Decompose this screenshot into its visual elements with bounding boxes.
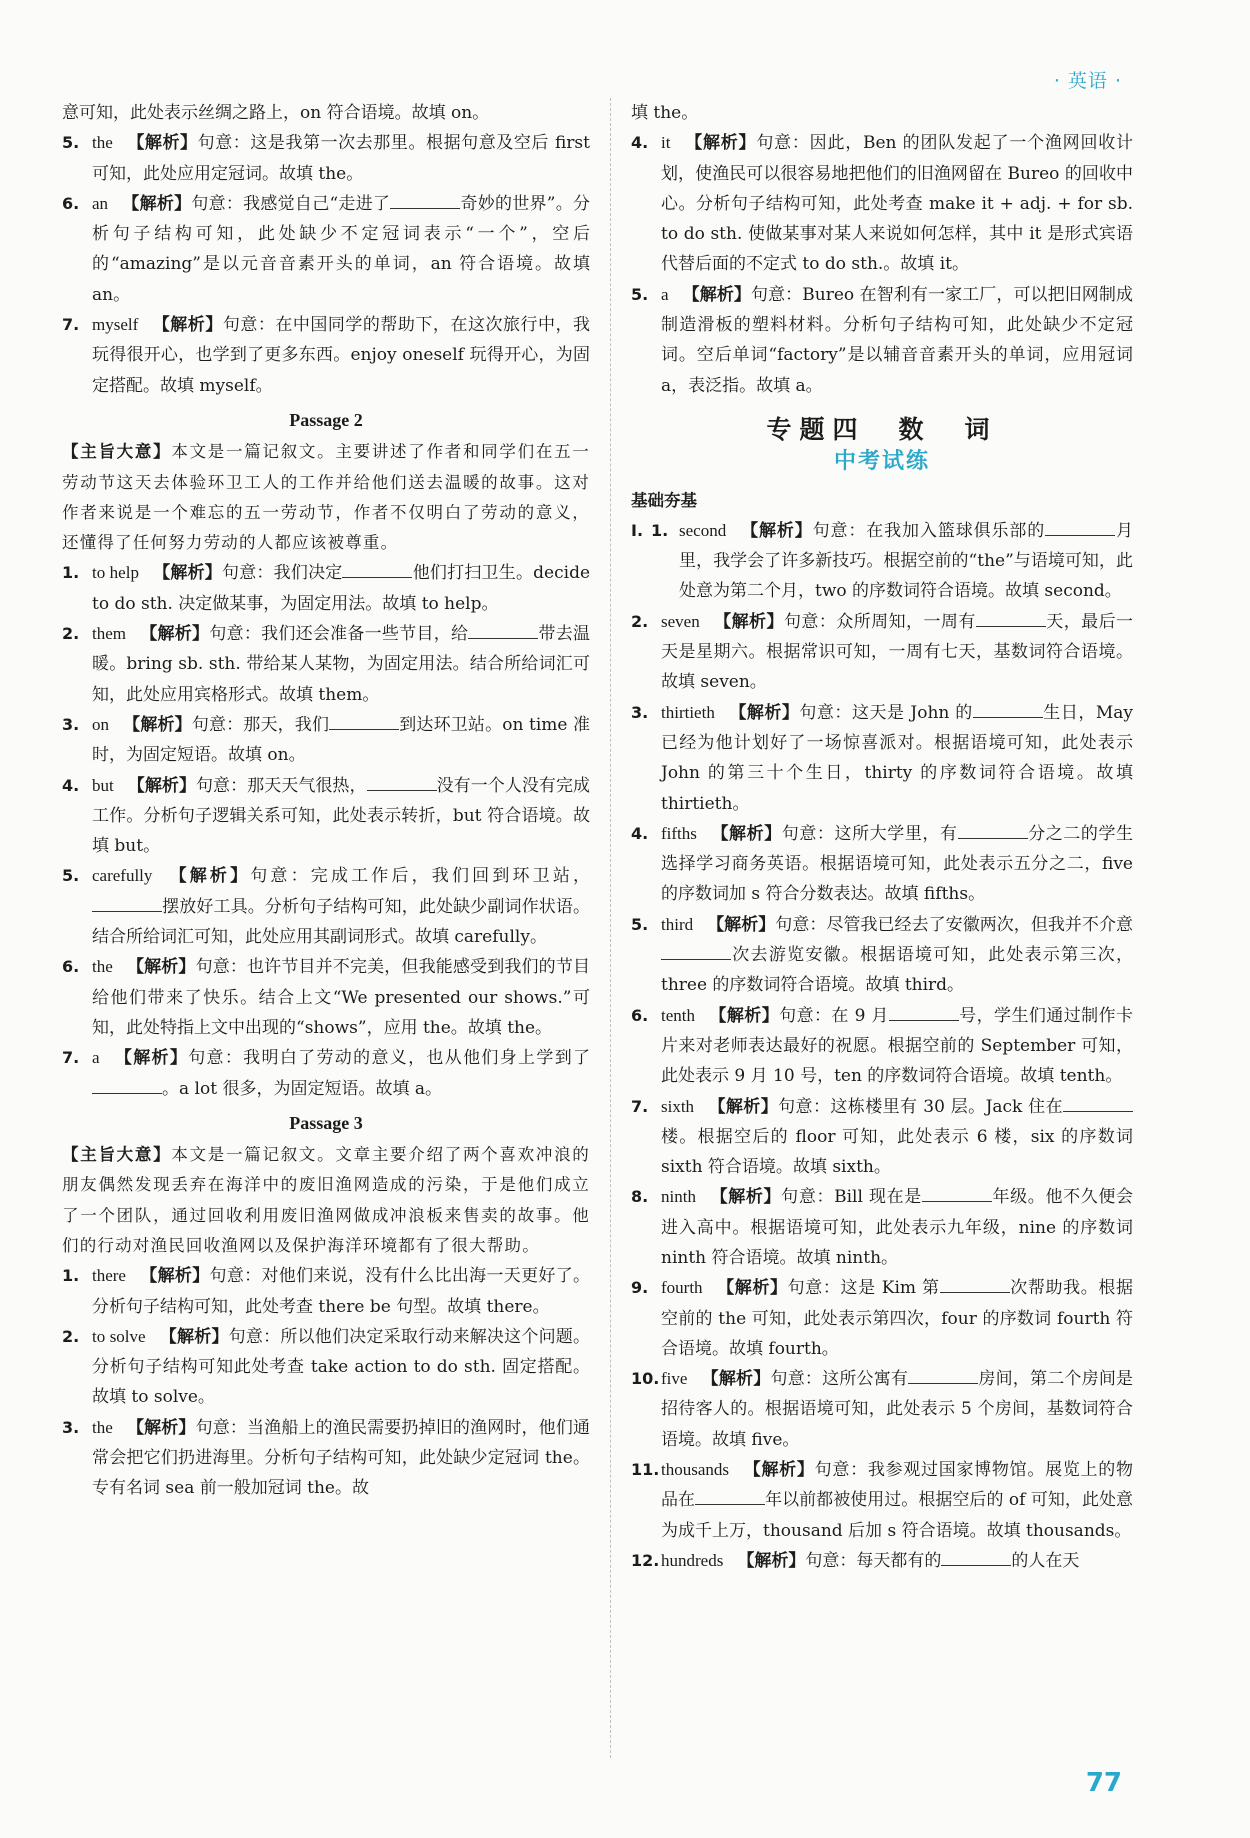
explanation-text: 生日，May 已经为他计划好了一场惊喜派对。根据语境可知，此处表示 John 的第三十个生日，thirty 的序数词符合语境。故填 thirtieth。 (661, 702, 1133, 814)
item-number: 6. (62, 193, 80, 213)
explanation-text: 。a lot 很多，为固定短语。故填 a。 (162, 1078, 442, 1099)
analysis-tag: 【解析】 (152, 563, 223, 584)
analysis-tag: 【解析】 (126, 957, 196, 978)
answer-item (62, 861, 590, 952)
items-passage3-cont (631, 128, 1133, 401)
item-number: 10. (631, 1369, 660, 1389)
explanation-text: 摆放好工具。分析句子结构可知，此处缺少副词作状语。结合所给词汇可知，此处应用其副词形式。故填 carefully。 (92, 896, 590, 948)
answer-item (62, 189, 590, 310)
explanation-text: 句意：这所公寓有 (770, 1369, 909, 1390)
analysis-tag: 【解析】 (709, 1187, 782, 1208)
items-passage3 (62, 1261, 590, 1503)
answer-item (62, 310, 590, 401)
answer-word: thousands (661, 1460, 729, 1480)
answer-word: carefully (92, 866, 153, 886)
analysis-tag: 【解析】 (140, 624, 210, 645)
answer-item (62, 952, 590, 1043)
answer-word: there (92, 1266, 126, 1286)
item-number: 5. (631, 284, 649, 304)
answer-item (631, 1364, 1133, 1455)
answer-word: the (92, 133, 113, 153)
explanation-text: 句意：Bill 现在是 (781, 1187, 922, 1208)
explanation-text: 句意：这是 Kim 第 (787, 1278, 940, 1299)
answer-item (631, 1455, 1133, 1546)
explanation-text: 分之二的学生选择学习商务英语。根据语境可知，此处表示五分之二，five 的序数词加 s 符合分数表达。故填 fifths。 (661, 823, 1134, 905)
item-number: 7. (62, 315, 80, 335)
item-number: 6. (62, 957, 80, 977)
answer-word: tenth (661, 1005, 695, 1025)
explanation-text: 句意：每天都有的 (805, 1550, 942, 1571)
fill-blank (92, 893, 162, 912)
answer-word: fifths (661, 823, 697, 843)
fill-blank (976, 608, 1046, 627)
explanation-text: 奇妙的世界”。分析句子结构可知，此处缺少不定冠词表示“一个”，空后的“amazing”是以元音音素开头的单词，an 符合语境。故填 an。 (92, 193, 590, 305)
explanation-text: 句意：在我加入篮球俱乐部的 (812, 520, 1046, 541)
answer-word: a (92, 1048, 100, 1068)
explanation-text: 句意：因此，Ben 的团队发起了一个渔网回收计划，使渔民可以很容易地把他们的旧渔网留在 Bureo 的回收中心。分析句子结构可知，此处考查 make it + adj. + for sb. to do sth. 使做某事对某人来说如何怎样，其中 it 是形式宾语代替后面的不定式 to do sth.。故填 it。 (661, 133, 1134, 275)
explanation-text: 句意：我们还会准备一些节目，给 (209, 624, 469, 645)
analysis-tag: 【解析】 (709, 1005, 780, 1026)
explanation-text: 句意：众所周知，一周有 (783, 611, 976, 632)
item-number: 4. (631, 133, 649, 153)
analysis-tag: 【解析】 (713, 611, 784, 632)
answer-item (631, 607, 1133, 698)
fill-blank (973, 699, 1043, 718)
answer-item (631, 1092, 1133, 1183)
explanation-text: 次帮助我。根据空前的 the 可知，此处表示第四次，four 的序数词 fourth 符合语境。故填 fourth。 (661, 1278, 1133, 1359)
analysis-tag: 【解析】 (127, 775, 196, 796)
analysis-tag: 【解析】 (728, 702, 800, 723)
item-number: 6. (631, 1005, 649, 1025)
item-number: 4. (62, 775, 80, 795)
item-number: 9. (631, 1278, 649, 1298)
passage-2-title: Passage 2 (289, 409, 363, 430)
explanation-text: 句意：我感觉自己“走进了 (191, 193, 391, 214)
explanation-text: 句意：这是我第一次去那里。根据句意及空后 first 可知，此处应用定冠词。故填 the。 (92, 133, 590, 184)
analysis-tag: 【解析】 (701, 1369, 771, 1390)
explanation-text: 他们打扫卫生。decide to do sth. 决定做某事，为固定用法。故填 to help。 (92, 563, 591, 614)
explanation-text: 年以前都被使用过。根据空后的 of 可知，此处意为成千上万，thousand 后加 s 符合语境。故填 thousands。 (661, 1490, 1133, 1541)
items-numerals (631, 516, 1133, 1576)
analysis-tag: 【解析】 (152, 315, 223, 336)
passage-3-summary: 【主旨大意】本文是一篇记叙文。文章主要介绍了两个喜欢冲浪的朋友偶然发现丢弃在海洋中的废旧渔网造成的污染，于是他们成立了一个团队，通过回收利用废旧渔网做成冲浪板来售卖的故事。他们的行动对渔民回收渔网以及保护海洋环境都有了很大帮助。 (62, 1145, 590, 1255)
answer-item (631, 516, 1133, 607)
explanation-text: 带去温暖。bring sb. sth. 带给某人某物，为固定用法。结合所给词汇可知，此处应用宾格形式。故填 them。 (92, 624, 591, 705)
explanation-text: 句意：Bureo 在智利有一家工厂，可以把旧网制成制造滑板的塑料材料。分析句子结构可知，此处缺少不定冠词。空后单词“factory”是以辅音音素开头的单词，应用冠词 a，表泛指。故填 a。 (661, 284, 1133, 396)
answer-item (62, 1322, 590, 1413)
answer-word: the (92, 1417, 113, 1437)
item-number: 3. (631, 702, 649, 722)
answer-word: myself (92, 315, 139, 335)
answer-word: sixth (661, 1096, 695, 1116)
item-number: 3. (62, 1417, 80, 1437)
item-number: 5. (631, 914, 649, 934)
explanation-text: 句意：当渔船上的渔民需要扔掉旧的渔网时，他们通常会把它们扔进海里。分析句子结构可知，此处缺少定冠词 the。专有名词 sea 前一般加冠词 the。故 (92, 1417, 590, 1499)
answer-item (62, 771, 590, 862)
fill-blank (390, 190, 460, 209)
explanation-text: 句意：也许节目并不完美，但我能感受到我们的节目给他们带来了快乐。结合上文“We presented our shows.”可知，此处特指上文中出现的“shows”，应用 the。故填 the。 (92, 957, 590, 1038)
analysis-tag: 【解析】 (710, 823, 782, 844)
continued-text: 意可知，此处表示丝绸之路上，on 符合语境。故填 on。 (62, 103, 490, 123)
answer-item (62, 619, 590, 710)
column-divider (610, 98, 611, 1758)
analysis-tag: 【解析】 (737, 1550, 806, 1571)
answer-word: a (661, 284, 669, 304)
roman-numeral: Ⅰ. (631, 520, 644, 540)
explanation-text: 楼。根据空后的 floor 可知，此处表示 6 楼，six 的序数词 sixth 符合语境。故填 sixth。 (661, 1126, 1133, 1178)
explanation-text: 句意：这栋楼里有 30 层。Jack 住在 (778, 1096, 1063, 1117)
answer-item (631, 819, 1133, 910)
fill-blank (958, 820, 1028, 839)
passage-2-summary: 【主旨大意】本文是一篇记叙文。主要讲述了作者和同学们在五一劳动节这天去体验环卫工人的工作并给他们送去温暖的故事。这对作者来说是一个难忘的五一劳动节，作者不仅明白了劳动的意义，还懂得了任何努力劳动的人都应该被尊重。 (62, 442, 590, 553)
explanation-text: 到达环卫站。on time 准时，为固定短语。故填 on。 (92, 714, 591, 766)
analysis-tag: 【解析】 (740, 520, 813, 541)
answer-word: them (92, 624, 126, 644)
analysis-tag: 【解析】 (122, 193, 192, 214)
item-number: 4. (631, 823, 649, 843)
explanation-text: 句意：那天，我们 (191, 714, 330, 735)
fill-blank (695, 1486, 765, 1505)
continued-text: 填 the。 (631, 103, 699, 123)
answer-word: fourth (661, 1278, 703, 1298)
analysis-tag: 【解析】 (139, 1266, 210, 1287)
analysis-tag: 【解析】 (743, 1460, 815, 1481)
answer-word: hundreds (661, 1550, 724, 1570)
explanation-text: 句意：对他们来说，没有什么比出海一天更好了。分析句子结构可知，此处考查 there be 句型。故填 there。 (92, 1266, 591, 1317)
item-number: 5. (62, 866, 80, 886)
answer-item (631, 1182, 1133, 1273)
item-number: 3. (62, 714, 80, 734)
answer-word: to help (92, 563, 139, 583)
answer-item (62, 1043, 590, 1104)
passage-3-title: Passage 3 (289, 1112, 363, 1133)
explanation-text: 句意：这所大学里，有 (781, 823, 958, 844)
section-label: 基础夯基 (631, 490, 697, 510)
answer-item (62, 128, 590, 189)
explanation-text: 号，学生们通过制作卡片来对老师表达最好的祝愿。根据空前的 September 可知，此处表示 9 月 10 号，ten 的序数词符合语境。故填 tenth。 (661, 1005, 1134, 1087)
answer-word: five (661, 1369, 688, 1389)
fill-blank (367, 772, 437, 791)
explanation-text: 句意：所以他们决定采取行动来解决这个问题。分析句子结构可知此处考查 take action to do sth. 固定搭配。故填 to solve。 (92, 1326, 591, 1408)
items-passage1 (62, 128, 590, 401)
answer-item (631, 1001, 1133, 1092)
fill-blank (1063, 1093, 1133, 1112)
answer-word: third (661, 914, 694, 934)
item-number: 8. (631, 1187, 649, 1207)
item-number: 2. (62, 624, 80, 644)
analysis-tag: 【解析】 (684, 133, 757, 154)
answer-word: on (92, 714, 109, 734)
explanation-text: 句意：那天天气很热， (196, 775, 367, 796)
answer-word: it (661, 133, 671, 153)
explanation-text: 句意：在 9 月 (779, 1005, 889, 1026)
analysis-tag: 【解析】 (716, 1278, 788, 1299)
explanation-text: 句意：完成工作后，我们回到环卫站， (250, 866, 591, 887)
answer-word: an (92, 193, 109, 213)
answer-word: seven (661, 611, 700, 631)
right-column (631, 98, 1133, 1576)
fill-blank (468, 620, 538, 639)
item-number: 1. (651, 520, 669, 540)
explanation-text: 句意：在中国同学的帮助下，在这次旅行中，我玩得很开心，也学到了更多东西。enjoy oneself 玩得开心，为固定搭配。故填 myself。 (92, 315, 591, 396)
explanation-text: 的人在天 (1011, 1550, 1080, 1571)
explanation-text: 天，最后一天是星期六。根据常识可知，一周有七天，基数词符合语境。故填 seven。 (661, 611, 1134, 693)
answer-item (62, 1261, 590, 1322)
answer-word: the (92, 957, 113, 977)
item-number: 7. (631, 1096, 649, 1116)
explanation-text: 月里，我学会了许多新技巧。根据空前的“the”与语境可知，此处意为第二个月，two 的序数词符合语境。故填 second。 (679, 520, 1134, 602)
fill-blank (940, 1274, 1010, 1293)
analysis-tag: 【解析】 (126, 133, 198, 154)
analysis-tag: 【解析】 (123, 714, 192, 735)
analysis-tag: 【解析】 (708, 1096, 779, 1117)
fill-blank (908, 1365, 978, 1384)
item-number: 2. (62, 1326, 80, 1346)
answer-item (631, 698, 1133, 819)
answer-item (62, 558, 590, 619)
answer-word: thirtieth (661, 702, 715, 722)
topic-title: 专题四 数 词 (766, 414, 998, 444)
left-column (62, 98, 590, 1504)
fill-blank (1045, 517, 1115, 536)
fill-blank (92, 1075, 162, 1094)
exam-title: 中考试练 (833, 449, 930, 475)
answer-item (631, 280, 1133, 401)
subject-label: · 英语 · (1053, 70, 1122, 92)
fill-blank (889, 1002, 959, 1021)
items-passage2 (62, 558, 590, 1103)
explanation-text: 句意：我参观过国家博物馆。展览上的物品在 (661, 1460, 1134, 1511)
answer-word: but (92, 775, 114, 795)
fill-blank (329, 711, 399, 730)
explanation-text: 句意：我们决定 (222, 563, 343, 584)
explanation-text: 句意：尽管我已经去了安徽两次，但我并不介意 (775, 914, 1134, 935)
answer-item (631, 1546, 1133, 1576)
item-number: 1. (62, 1266, 80, 1286)
answer-item (62, 1413, 590, 1504)
analysis-tag: 【解析】 (126, 1417, 196, 1438)
fill-blank (342, 559, 412, 578)
analysis-tag: 【解析】 (113, 1048, 189, 1069)
analysis-tag: 【解析】 (166, 866, 251, 887)
answer-word: ninth (661, 1187, 696, 1207)
explanation-text: 句意：这天是 John 的 (799, 702, 973, 723)
explanation-text: 没有一个人没有完成工作。分析句子逻辑关系可知，此处表示转折，but 符合语境。故填 but。 (92, 775, 591, 857)
item-number: 1. (62, 563, 80, 583)
answer-item (62, 710, 590, 771)
item-number: 7. (62, 1048, 80, 1068)
item-number: 2. (631, 611, 649, 631)
answer-item (631, 910, 1133, 1001)
fill-blank (661, 941, 731, 960)
explanation-text: 次去游览安徽。根据语境可知，此处表示第三次，three 的序数词符合语境。故填 third。 (661, 945, 1133, 996)
fill-blank (941, 1547, 1011, 1566)
answer-item (631, 1273, 1133, 1364)
explanation-text: 年级。他不久便会进入高中。根据语境可知，此处表示九年级，nine 的序数词 ninth 符合语境。故填 ninth。 (661, 1187, 1134, 1268)
explanation-text: 句意：我明白了劳动的意义，也从他们身上学到了 (188, 1048, 591, 1069)
fill-blank (922, 1183, 992, 1202)
item-number: 12. (631, 1550, 660, 1570)
item-number: 11. (631, 1460, 660, 1480)
analysis-tag: 【解析】 (682, 284, 751, 305)
analysis-tag: 【解析】 (707, 914, 776, 935)
page-number: 77 (1085, 1768, 1122, 1798)
analysis-tag: 【解析】 (159, 1326, 229, 1347)
explanation-text: 房间，第二个房间是招待客人的。根据语境可知，此处表示 5 个房间，基数词符合语境。故填 five。 (661, 1369, 1134, 1450)
answer-word: to solve (92, 1326, 146, 1346)
item-number: 5. (62, 133, 80, 153)
answer-item (631, 128, 1133, 279)
answer-word: second (679, 520, 727, 540)
